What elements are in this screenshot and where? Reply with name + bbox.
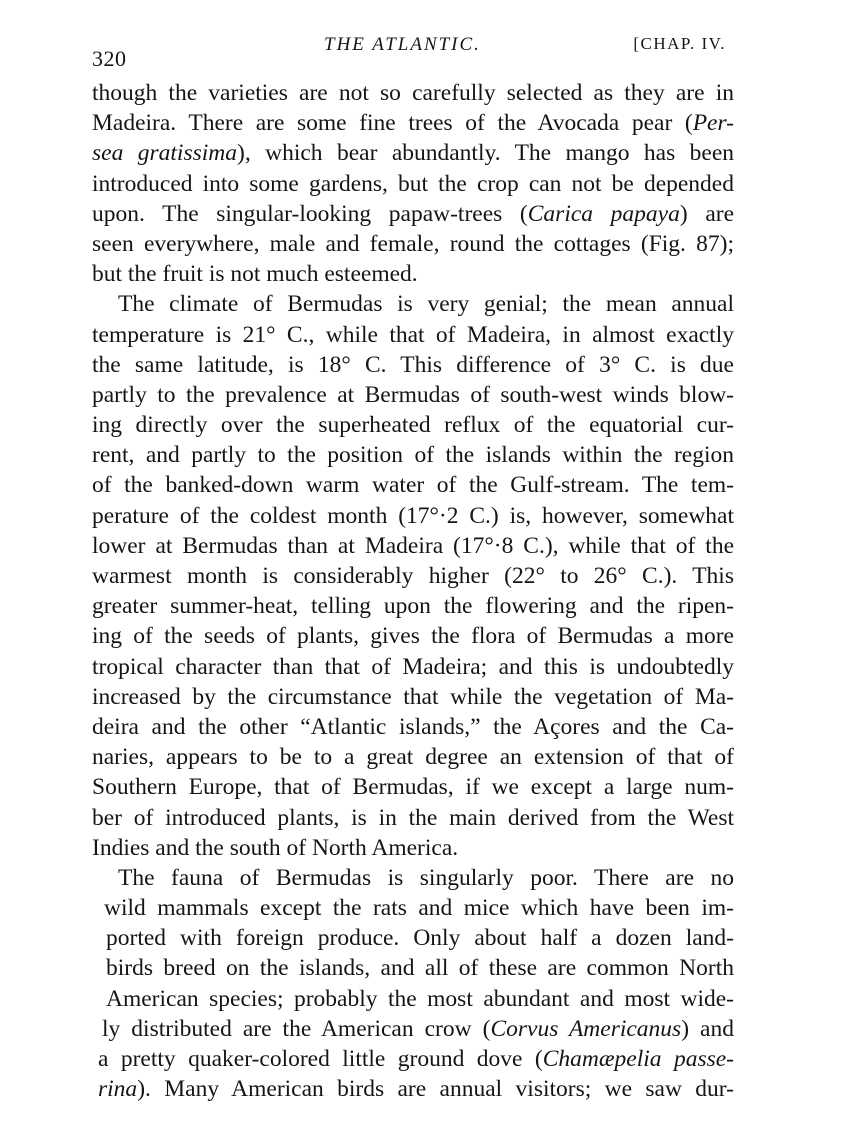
italic-text: Corvus Americanus bbox=[490, 1015, 682, 1042]
text-run: seen everywhere, male and female, round the cottages (Fig. 87); bbox=[92, 230, 734, 257]
text-run: ing of the seeds of plants, gives the flora of Bermudas a more bbox=[92, 623, 734, 650]
text-line bbox=[92, 833, 734, 863]
text-line bbox=[92, 712, 734, 742]
text-line bbox=[92, 229, 734, 259]
text-run: upon. The singular-looking papaw-trees ( bbox=[92, 200, 528, 227]
paragraph bbox=[92, 863, 734, 1105]
text-run: greater summer-heat, telling upon the flowering and the ripen- bbox=[92, 593, 734, 620]
running-title: THE ATLANTIC. bbox=[324, 34, 481, 55]
text-line bbox=[92, 863, 734, 893]
text-line bbox=[92, 531, 734, 561]
text-run: lower at Bermudas than at Madeira (17°·8 C.), while that of the bbox=[92, 532, 734, 559]
text-line bbox=[92, 1014, 734, 1044]
text-run: introduced into some gardens, but the crop can not be depended bbox=[92, 170, 734, 197]
text-line bbox=[92, 893, 734, 923]
italic-text: sea gratissima bbox=[92, 140, 237, 167]
text-line bbox=[92, 984, 734, 1014]
text-run: American species; probably the most abundant and most wide- bbox=[106, 985, 734, 1012]
text-run: Indies and the south of North America. bbox=[92, 834, 459, 861]
text-run: deira and the other “Atlantic islands,” the Açores and the Ca- bbox=[92, 713, 734, 740]
text-line bbox=[92, 350, 734, 380]
text-line bbox=[92, 169, 734, 199]
text-line bbox=[92, 501, 734, 531]
text-run: The climate of Bermudas is very genial; the mean annual bbox=[118, 291, 734, 318]
text-run: a pretty quaker-colored little ground dove ( bbox=[98, 1046, 543, 1072]
running-head bbox=[92, 34, 726, 71]
text-line bbox=[92, 561, 734, 591]
text-line bbox=[92, 470, 734, 500]
text-line bbox=[92, 410, 734, 440]
text-run: ported with foreign produce. Only about half a dozen land- bbox=[106, 925, 734, 952]
body-text bbox=[92, 78, 734, 1104]
italic-text: Per- bbox=[692, 110, 734, 137]
italic-text: rina bbox=[98, 1076, 138, 1103]
text-run: perature of the coldest month (17°·2 C.) is, however, somewhat bbox=[92, 502, 734, 529]
text-line bbox=[92, 440, 734, 470]
text-line bbox=[92, 682, 734, 712]
text-line bbox=[92, 1044, 734, 1074]
text-run: naries, appears to be to a great degree an extension of that of bbox=[92, 744, 734, 771]
text-line bbox=[92, 78, 734, 108]
text-run: partly to the prevalence at Bermudas of south-west winds blow- bbox=[92, 381, 734, 408]
text-line bbox=[92, 652, 734, 682]
text-run: ) are bbox=[679, 200, 735, 227]
italic-text: Carica papaya bbox=[527, 200, 680, 227]
text-run: ), which bear abundantly. The mango has been bbox=[237, 140, 735, 167]
text-run: but the fruit is not much esteemed. bbox=[92, 261, 418, 288]
text-line bbox=[92, 591, 734, 621]
text-line bbox=[92, 108, 734, 138]
text-line bbox=[92, 923, 734, 953]
text-run: wild mammals except the rats and mice which have been im- bbox=[104, 895, 734, 922]
text-line bbox=[92, 1074, 734, 1104]
page-number: 320 bbox=[92, 46, 127, 71]
text-line bbox=[92, 138, 734, 168]
text-run: warmest month is considerably higher (22° to 26° C.). This bbox=[92, 563, 734, 589]
text-line bbox=[92, 742, 734, 772]
paragraph bbox=[92, 78, 734, 289]
text-line bbox=[92, 289, 734, 319]
text-run: though the varieties are not so carefully selected as they are in bbox=[92, 80, 734, 106]
text-run: Southern Europe, that of Bermudas, if we except a large num- bbox=[92, 774, 734, 801]
text-line bbox=[92, 803, 734, 833]
text-run: of the banked-down warm water of the Gulf-stream. The tem- bbox=[92, 472, 734, 499]
italic-text: Chamæpelia passe- bbox=[542, 1046, 734, 1072]
text-run: ly distributed are the American crow ( bbox=[102, 1015, 491, 1042]
chapter-reference: [CHAP. IV. bbox=[633, 34, 726, 53]
text-run: Madeira. There are some fine trees of the Avocada pear ( bbox=[92, 110, 693, 137]
text-line bbox=[92, 199, 734, 229]
text-run: tropical character than that of Madeira; and this is undoubtedly bbox=[92, 653, 734, 680]
text-run: ). Many American birds are annual visitors; we saw dur- bbox=[137, 1076, 734, 1103]
text-run: the same latitude, is 18° C. This difference of 3° C. is due bbox=[92, 351, 734, 378]
text-run: ber of introduced plants, is in the main derived from the West bbox=[92, 804, 734, 831]
text-run: birds breed on the islands, and all of these are common North bbox=[106, 955, 734, 982]
text-line bbox=[92, 953, 734, 983]
text-line bbox=[92, 772, 734, 802]
text-run: rent, and partly to the position of the islands within the region bbox=[92, 442, 734, 469]
text-line bbox=[92, 259, 734, 289]
text-run: The fauna of Bermudas is singularly poor. There are no bbox=[118, 864, 734, 891]
text-line bbox=[92, 320, 734, 350]
paragraph bbox=[92, 289, 734, 863]
text-line bbox=[92, 621, 734, 651]
text-line bbox=[92, 380, 734, 410]
text-run: ing directly over the superheated reflux of the equatorial cur- bbox=[92, 412, 734, 439]
text-run: increased by the circumstance that while the vegetation of Ma- bbox=[92, 683, 734, 710]
text-run: temperature is 21° C., while that of Madeira, in almost exactly bbox=[92, 321, 734, 348]
text-run: ) and bbox=[681, 1015, 734, 1042]
